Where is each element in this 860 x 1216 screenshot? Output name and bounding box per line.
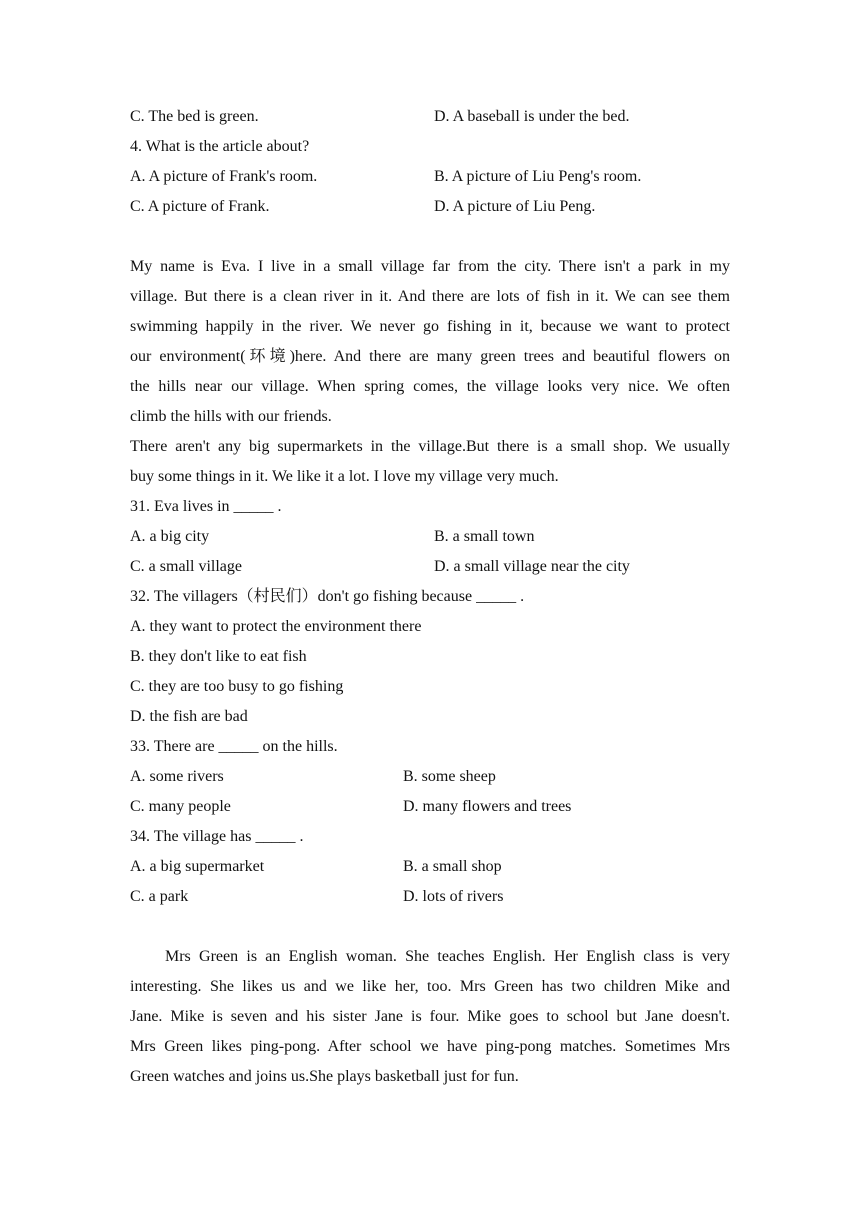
q32-option-d: D. the fish are bad — [130, 708, 248, 725]
q34-option-d: D. lots of rivers — [403, 888, 504, 905]
q31-options-cd — [130, 552, 730, 582]
q34-option-b: B. a small shop — [403, 858, 502, 875]
passage-line: Mrs Green likes ping-pong. After school we have ping-pong matches. Sometimes Mrs — [130, 1038, 730, 1055]
q34-question: 34. The village has _____ . — [130, 828, 304, 845]
q33-options-ab — [130, 762, 730, 792]
passage-line: Mrs Green is an English woman. She teaches English. Her English class is very — [165, 948, 730, 965]
q4-options-ab — [130, 162, 730, 192]
q32-option-a: A. they want to protect the environment there — [130, 618, 422, 635]
q34-options-ab — [130, 852, 730, 882]
q4-option-b: B. A picture of Liu Peng's room. — [434, 168, 642, 185]
q4-question: 4. What is the article about? — [130, 138, 310, 155]
q31-question: 31. Eva lives in _____ . — [130, 498, 282, 515]
q3-option-c: C. The bed is green. — [130, 108, 259, 125]
spacer — [130, 222, 730, 252]
passage-line: There aren't any big supermarkets in the village.But there is a small shop. We usually — [130, 438, 730, 455]
passage-line: My name is Eva. I live in a small village far from the city. There isn't a park in my — [130, 258, 730, 275]
passage-line: our environment(环境)here. And there are many green trees and beautiful flowers on — [130, 348, 730, 365]
q32-option-b: B. they don't like to eat fish — [130, 648, 307, 665]
spacer — [130, 912, 730, 942]
q31-options-ab — [130, 522, 730, 552]
passage-line: buy some things in it. We like it a lot. I love my village very much. — [130, 468, 559, 485]
passage-line: village. But there is a clean river in it. And there are lots of fish in it. We can see them — [130, 288, 730, 305]
passage-line: interesting. She likes us and we like her, too. Mrs Green has two children Mike and — [130, 978, 730, 995]
q3-options-cd — [130, 102, 730, 132]
passage-line: climb the hills with our friends. — [130, 408, 332, 425]
q34-options-cd — [130, 882, 730, 912]
q32-question: 32. The villagers（村民们）don't go fishing because _____ . — [130, 588, 525, 605]
q3-option-d: D. A baseball is under the bed. — [434, 108, 630, 125]
q4-option-d: D. A picture of Liu Peng. — [434, 198, 596, 215]
document-page — [130, 102, 730, 1092]
q4-option-a: A. A picture of Frank's room. — [130, 168, 318, 185]
passage-line: Green watches and joins us.She plays basketball just for fun. — [130, 1068, 519, 1085]
q34-option-c: C. a park — [130, 888, 189, 905]
passage-line: the hills near our village. When spring comes, the village looks very nice. We often — [130, 378, 730, 395]
q31-option-b: B. a small town — [434, 528, 535, 545]
passage-mrs-green — [130, 942, 730, 1092]
q4-option-c: C. A picture of Frank. — [130, 198, 270, 215]
q33-options-cd — [130, 792, 730, 822]
q32-option-c: C. they are too busy to go fishing — [130, 678, 344, 695]
q34-option-a: A. a big supermarket — [130, 858, 265, 875]
q33-option-a: A. some rivers — [130, 768, 224, 785]
passage-eva — [130, 252, 730, 492]
q31-option-c: C. a small village — [130, 558, 242, 575]
passage-line: swimming happily in the river. We never go fishing in it, because we want to protect — [130, 318, 730, 335]
q33-question: 33. There are _____ on the hills. — [130, 738, 338, 755]
q31-option-a: A. a big city — [130, 528, 210, 545]
q33-option-b: B. some sheep — [403, 768, 496, 785]
q31-option-d: D. a small village near the city — [434, 558, 630, 575]
q33-option-c: C. many people — [130, 798, 231, 815]
q33-option-d: D. many flowers and trees — [403, 798, 572, 815]
passage-line: Jane. Mike is seven and his sister Jane is four. Mike goes to school but Jane doesn't. — [130, 1008, 730, 1025]
q4-options-cd — [130, 192, 730, 222]
